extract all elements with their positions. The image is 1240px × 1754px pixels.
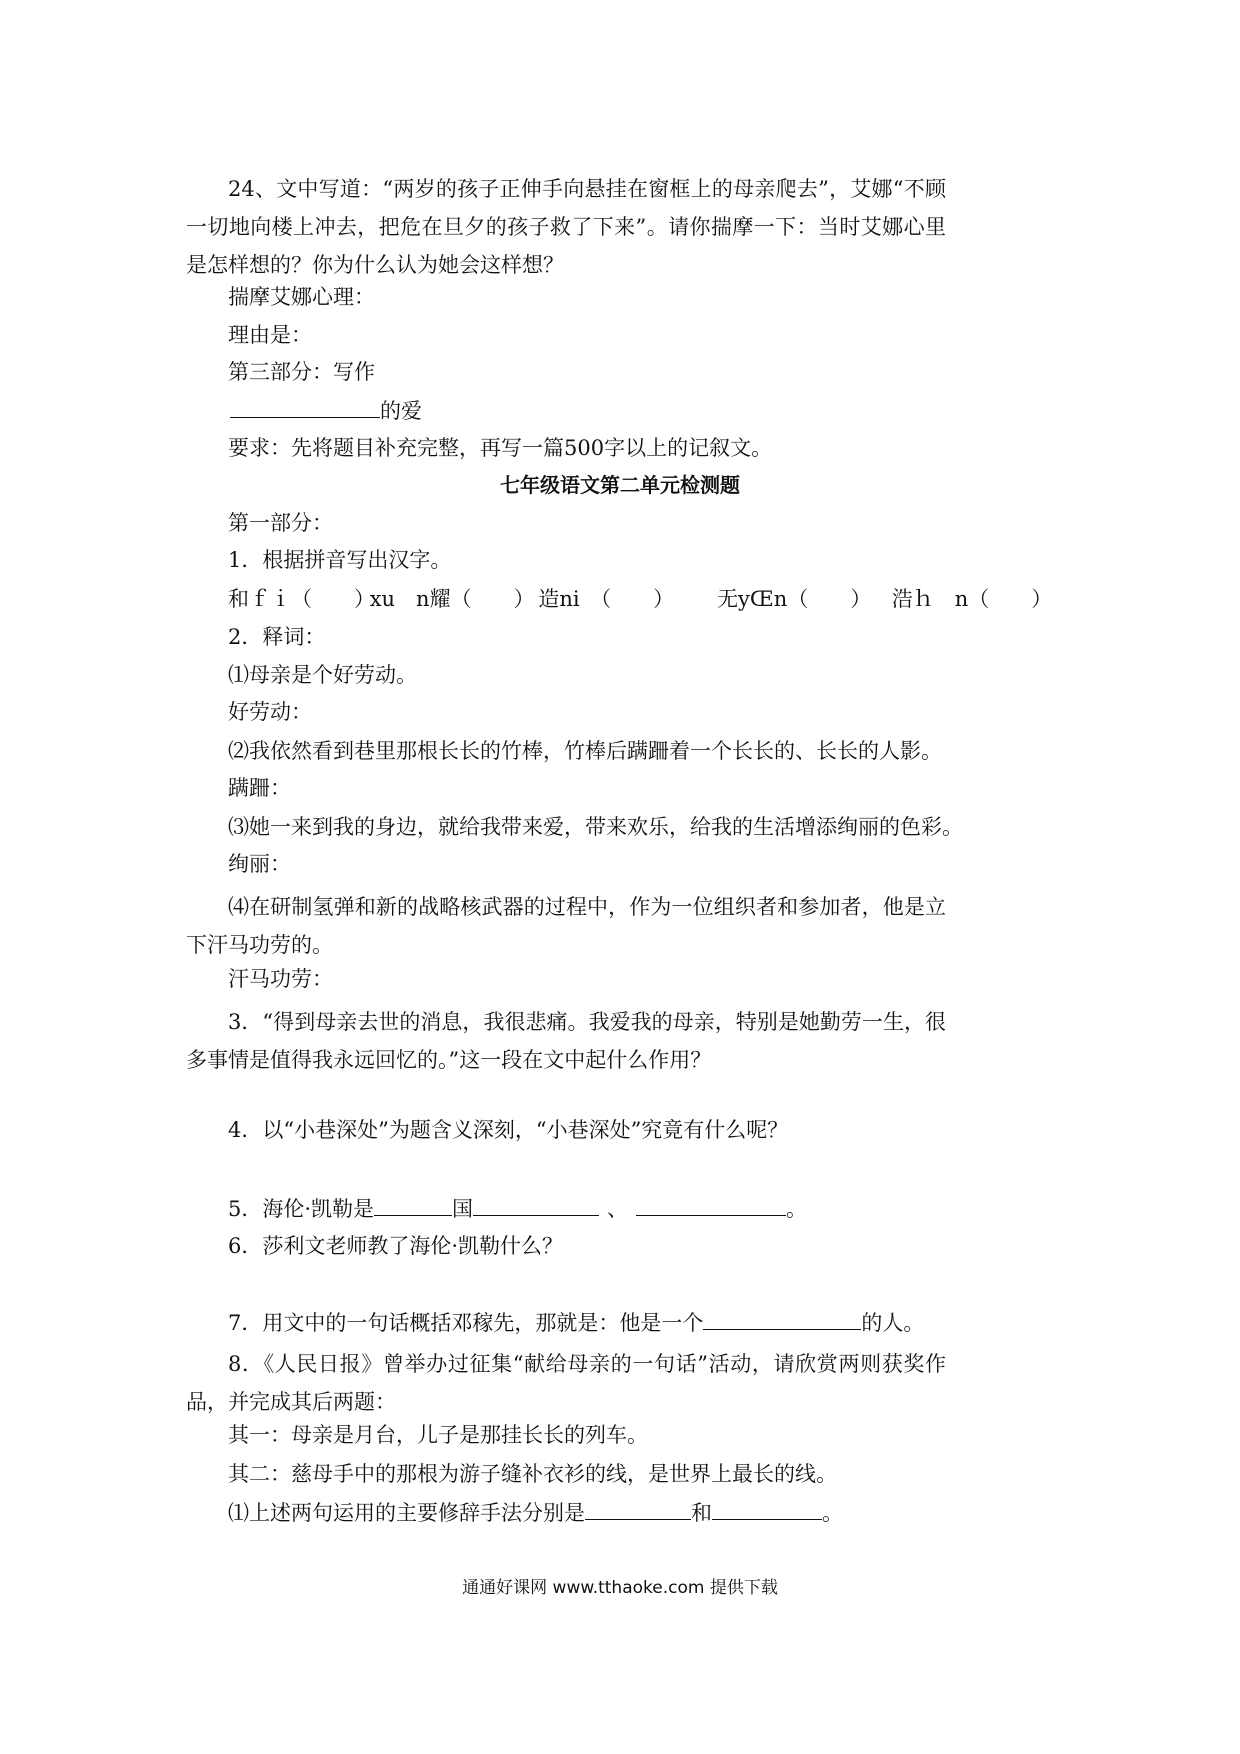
question-8-example-1: 其一：母亲是月台，儿子是那挂长长的列车。 [228,1423,648,1447]
question-2-sentence-4: ⑷在研制氢弹和新的战略核武器的过程中，作为一位组织者和参加者，他是立下汗马功劳的。 [186,895,946,957]
question-5-blank-2[interactable] [473,1193,599,1216]
question-24-psych-label: 揣摩艾娜心理： [228,285,375,309]
question-2-sentence-2: ⑵我依然看到巷里那根长长的竹棒，竹棒后蹒跚着一个长长的、长长的人影。 [228,739,942,763]
pinyin-item-5: 浩ｈ n（ ） [891,587,1053,611]
question-2-prompt: 2．释词： [228,625,326,649]
part3-heading: 第三部分：写作 [228,360,375,384]
question-5-prefix: 5．海伦·凯勒是 [228,1197,375,1221]
pinyin-item-1: 和ｆｉ（ ） [228,587,375,611]
pinyin-item-2: xu n耀（ ） [369,587,535,611]
pinyin-item-4: 无yŒn（ ） [717,587,872,611]
question-5-sep: 、 [607,1197,629,1221]
rhetoric-blank-1[interactable] [585,1497,691,1520]
question-7-prefix: 7．用文中的一句话概括邓稼先，那就是：他是一个 [228,1311,704,1335]
question-8-sub-1 [228,1497,843,1528]
question-2-word-1: 好劳动： [228,700,312,724]
pinyin-items [228,584,1052,614]
question-1-prompt: 1．根据拼音写出汉字。 [228,548,452,572]
page-footer: 通通好课网 www.tthaoke.com 提供下载 [462,1578,778,1598]
question-2-word-2: 蹒跚： [228,776,291,800]
pinyin-item-3: 造ni （ ） [538,587,675,611]
part1-heading: 第一部分： [228,511,333,535]
question-8: 8．《人民日报》曾举办过征集“献给母亲的一句话”活动，请欣赏两则获奖作品，并完成其后两题： [186,1352,946,1414]
question-8-sub-1-prefix: ⑴上述两句运用的主要修辞手法分别是 [228,1501,585,1525]
question-3: 3．“得到母亲去世的消息，我很悲痛。我爱我的母亲，特别是她勤劳一生，很多事情是值得我永远回忆的。”这一段在文中起什么作用？ [186,1010,946,1072]
question-2-word-3: 绚丽： [228,852,291,876]
question-8-example-2: 其二：慈母手中的那根为游子缝补衣衫的线，是世界上最长的线。 [228,1462,837,1486]
question-2-word-4: 汗马功劳： [228,967,333,991]
question-24-reason-label: 理由是： [228,323,312,347]
question-8-sub-1-end: 。 [822,1501,843,1525]
essay-title-line [230,395,422,426]
essay-title-suffix: 的爱 [380,399,422,423]
essay-title-blank[interactable] [230,395,380,418]
question-4: 4．以“小巷深处”为题含义深刻，“小巷深处”究竟有什么呢？ [228,1118,789,1142]
question-2-sentence-1: ⑴母亲是个好劳动。 [228,663,417,687]
question-7 [228,1307,924,1338]
question-5-blank-3[interactable] [636,1193,786,1216]
question-6: 6．莎利文老师教了海伦·凯勒什么？ [228,1234,564,1258]
question-2-sentence-3: ⑶她一来到我的身边，就给我带来爱，带来欢乐，给我的生活增添绚丽的色彩。 [228,815,963,839]
question-24: 24、文中写道：“两岁的孩子正伸手向悬挂在窗框上的母亲爬去”，艾娜“不顾一切地向楼上冲去，把危在旦夕的孩子救了下来”。请你揣摩一下：当时艾娜心里是怎样想的？你为什么认为她会这样想？ [186,177,946,277]
question-8-sub-1-and: 和 [691,1501,712,1525]
question-7-suffix: 的人。 [861,1311,925,1335]
rhetoric-blank-2[interactable] [712,1497,822,1520]
unit-title: 七年级语文第二单元检测题 [500,473,740,497]
question-5-end: 。 [786,1197,808,1221]
essay-requirement: 要求：先将题目补充完整，再写一篇500字以上的记叙文。 [228,436,773,460]
question-7-blank[interactable] [703,1307,861,1330]
question-5-country: 国 [452,1197,474,1221]
question-5 [228,1193,807,1224]
question-5-blank-1[interactable] [374,1193,452,1216]
